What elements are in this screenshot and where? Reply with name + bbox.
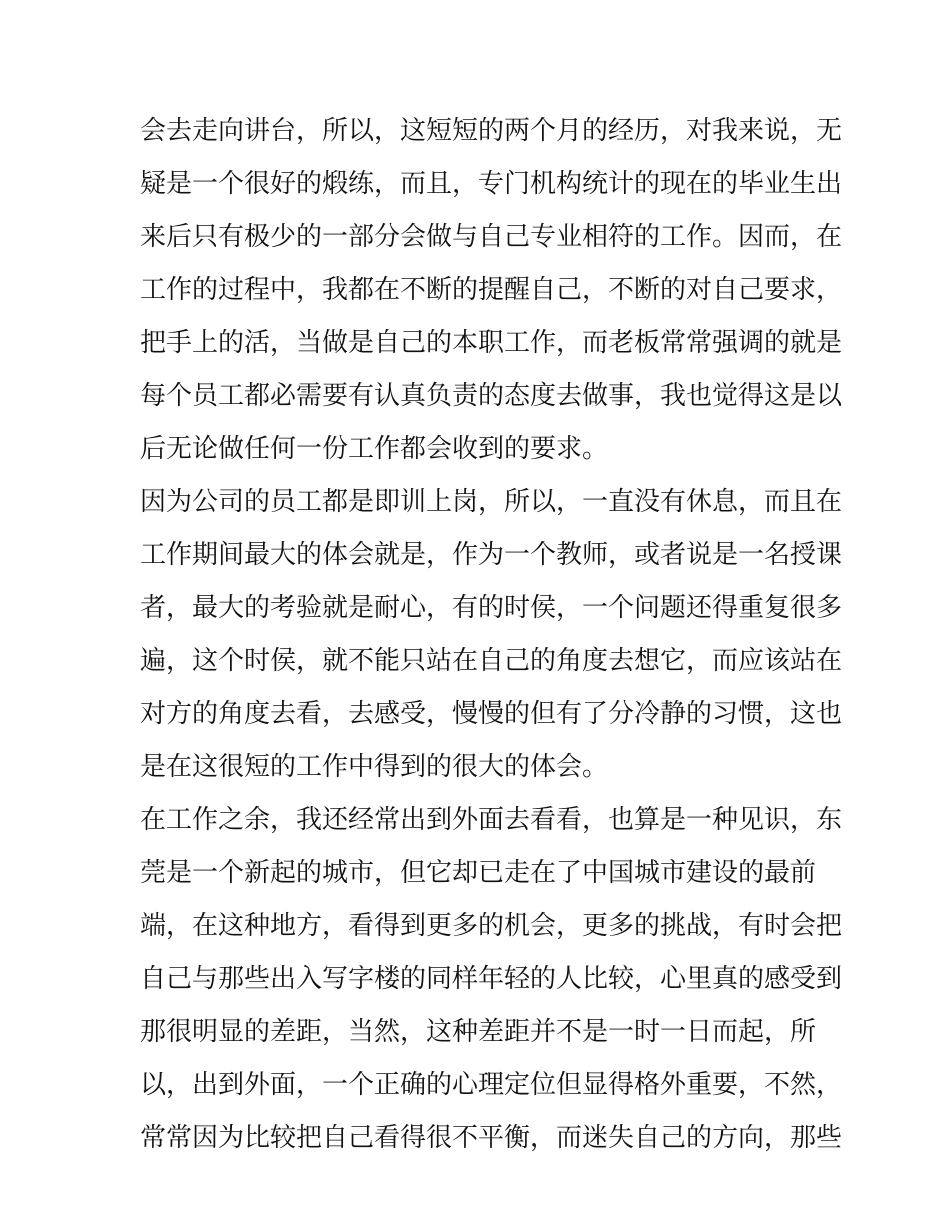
text-line: 自己与那些出入写字楼的同样年轻的人比较，心里真的感受到 xyxy=(140,964,843,994)
text-line: 因为公司的员工都是即训上岗，所以，一直没有休息，而且在 xyxy=(140,487,843,517)
text-line: 那很明显的差距，当然，这种差距并不是一时一日而起，所 xyxy=(140,1017,817,1047)
text-line: 后无论做任何一份工作都会收到的要求。 xyxy=(140,434,609,464)
text-line: 遍，这个时侯，就不能只站在自己的角度去想它，而应该站在 xyxy=(140,646,843,676)
text-line: 会去走向讲台，所以，这短短的两个月的经历，对我来说，无 xyxy=(140,116,843,146)
text-line: 者，最大的考验就是耐心，有的时侯，一个问题还得重复很多 xyxy=(140,593,843,623)
text-line: 是在这很短的工作中得到的很大的体会。 xyxy=(140,752,609,782)
text-line: 常常因为比较把自己看得很不平衡，而迷失自己的方向，那些 xyxy=(140,1123,843,1153)
paragraph-1 xyxy=(140,105,843,476)
text-line: 每个员工都必需要有认真负责的态度去做事，我也觉得这是以 xyxy=(140,381,843,411)
text-line: 工作的过程中，我都在不断的提醒自己，不断的对自己要求， xyxy=(140,275,843,305)
paragraph-2 xyxy=(140,476,843,794)
text-line: 对方的角度去看，去感受，慢慢的但有了分冷静的习惯，这也 xyxy=(140,699,843,729)
text-line: 来后只有极少的一部分会做与自己专业相符的工作。因而，在 xyxy=(140,222,843,252)
document-body xyxy=(140,105,843,1165)
text-line: 以，出到外面，一个正确的心理定位但显得格外重要，不然， xyxy=(140,1070,843,1100)
text-line: 疑是一个很好的煅练，而且，专门机构统计的现在的毕业生出 xyxy=(140,169,843,199)
text-line: 在工作之余，我还经常出到外面去看看，也算是一种见识，东 xyxy=(140,805,843,835)
paragraph-3 xyxy=(140,794,843,1165)
text-line: 把手上的活，当做是自己的本职工作，而老板常常强调的就是 xyxy=(140,328,843,358)
text-line: 工作期间最大的体会就是，作为一个教师，或者说是一名授课 xyxy=(140,540,843,570)
text-line: 端，在这种地方，看得到更多的机会，更多的挑战，有时会把 xyxy=(140,911,843,941)
text-line: 莞是一个新起的城市，但它却已走在了中国城市建设的最前 xyxy=(140,858,817,888)
